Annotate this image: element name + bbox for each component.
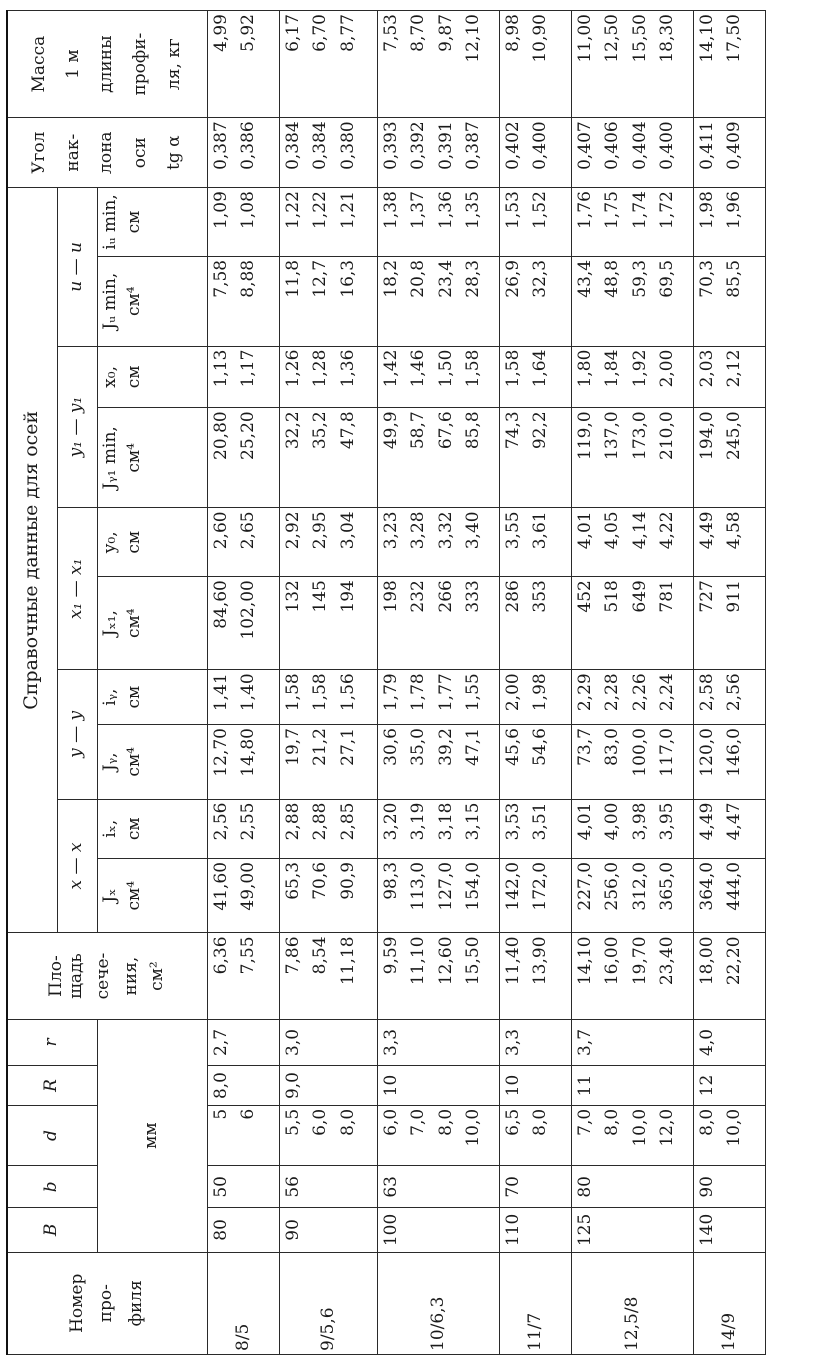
cell-R: 10 [499, 1066, 571, 1106]
cell-tg: 0,384 0,384 0,380 [279, 118, 377, 188]
cell-d: 5 6 [207, 1105, 279, 1166]
profile-number: 11/7 [499, 1252, 571, 1354]
header-b: b [7, 1166, 97, 1208]
cell-Jx: 41,60 49,00 [207, 858, 279, 933]
cell-tg: 0,387 0,386 [207, 118, 279, 188]
cell-iu: 1,98 1,96 [693, 188, 765, 257]
cell-Jy: 45,6 54,6 [499, 725, 571, 800]
cell-r: 3,7 [571, 1019, 693, 1066]
cell-b: 56 [279, 1166, 377, 1208]
cell-B: 110 [499, 1208, 571, 1252]
cell-Jx: 364,0 444,0 [693, 858, 765, 933]
cell-iy: 1,79 1,78 1,77 1,55 [377, 670, 499, 725]
header-Jy: Jᵧ, см⁴ [97, 725, 207, 800]
cell-d: 8,0 10,0 [693, 1105, 765, 1166]
cell-iy: 1,58 1,58 1,56 [279, 670, 377, 725]
cell-Jx: 65,3 70,6 90,9 [279, 858, 377, 933]
cell-ix: 2,88 2,88 2,85 [279, 799, 377, 858]
angle-profile-table [6, 10, 766, 1355]
header-area: Пло- щадь сече- ния, см² [7, 933, 207, 1019]
cell-area: 9,59 11,10 12,60 15,50 [377, 933, 499, 1019]
cell-r: 3,3 [377, 1019, 499, 1066]
cell-area: 11,40 13,90 [499, 933, 571, 1019]
cell-iy: 2,00 1,98 [499, 670, 571, 725]
cell-Jx1: 727 911 [693, 577, 765, 670]
profile-number: 12,5/8 [571, 1252, 693, 1354]
cell-iu: 1,76 1,75 1,74 1,72 [571, 188, 693, 257]
table-body [207, 11, 765, 1355]
cell-d: 7,0 8,0 10,0 12,0 [571, 1105, 693, 1166]
cell-tg: 0,411 0,409 [693, 118, 765, 188]
cell-iu: 1,53 1,52 [499, 188, 571, 257]
header-mm: мм [97, 1019, 207, 1252]
cell-iy: 2,29 2,28 2,26 2,24 [571, 670, 693, 725]
cell-Jx1: 132 145 194 [279, 577, 377, 670]
cell-B: 100 [377, 1208, 499, 1252]
header-Ju: Jᵤ min, см⁴ [97, 256, 207, 346]
cell-x0: 1,42 1,46 1,50 1,58 [377, 346, 499, 408]
cell-mass: 6,17 6,70 8,77 [279, 11, 377, 118]
header-angle: Угол нак- лона оси tg α [7, 118, 207, 188]
cell-Jx1: 84,60 102,00 [207, 577, 279, 670]
cell-area: 6,36 7,55 [207, 933, 279, 1019]
cell-Jx: 227,0 256,0 312,0 365,0 [571, 858, 693, 933]
cell-R: 10 [377, 1066, 499, 1106]
header-iu: iᵤ min, см [97, 188, 207, 257]
cell-ix: 4,49 4,47 [693, 799, 765, 858]
cell-b: 90 [693, 1166, 765, 1208]
cell-y0: 2,92 2,95 3,04 [279, 508, 377, 577]
cell-area: 18,00 22,20 [693, 933, 765, 1019]
cell-b: 80 [571, 1166, 693, 1208]
cell-iu: 1,22 1,22 1,21 [279, 188, 377, 257]
cell-Ju: 18,2 20,8 23,4 28,3 [377, 256, 499, 346]
cell-r: 3,3 [499, 1019, 571, 1066]
cell-ix: 2,56 2,55 [207, 799, 279, 858]
cell-x0: 1,80 1,84 1,92 2,00 [571, 346, 693, 408]
header-r: r [7, 1019, 97, 1066]
cell-Ju: 26,9 32,3 [499, 256, 571, 346]
header-ix: iₓ, см [97, 799, 207, 858]
cell-Jy: 12,70 14,80 [207, 725, 279, 800]
cell-d: 6,0 7,0 8,0 10,0 [377, 1105, 499, 1166]
cell-r: 3,0 [279, 1019, 377, 1066]
cell-Ju: 7,58 8,88 [207, 256, 279, 346]
cell-ix: 3,53 3,51 [499, 799, 571, 858]
cell-mass: 8,98 10,90 [499, 11, 571, 118]
cell-y0: 2,60 2,65 [207, 508, 279, 577]
table-row [693, 11, 765, 1355]
cell-x0: 1,58 1,64 [499, 346, 571, 408]
header-iy: iᵧ, см [97, 670, 207, 725]
header-profile: Номер про- филя [7, 1252, 207, 1354]
cell-mass: 11,00 12,50 15,50 18,30 [571, 11, 693, 118]
cell-ix: 4,01 4,00 3,98 3,95 [571, 799, 693, 858]
cell-Ju: 70,3 85,5 [693, 256, 765, 346]
cell-Jy: 120,0 146,0 [693, 725, 765, 800]
cell-Ju: 43,4 48,8 59,3 69,5 [571, 256, 693, 346]
profile-number: 14/9 [693, 1252, 765, 1354]
cell-Jx1: 198 232 266 333 [377, 577, 499, 670]
cell-Jy1: 49,9 58,7 67,6 85,8 [377, 408, 499, 508]
table-row [571, 11, 693, 1355]
cell-Jx1: 286 353 [499, 577, 571, 670]
table-row [279, 11, 377, 1355]
header-axis-xx: x — x [57, 799, 97, 933]
header-reference: Справочные данные для осей [7, 188, 57, 933]
cell-x0: 1,26 1,28 1,36 [279, 346, 377, 408]
cell-B: 140 [693, 1208, 765, 1252]
cell-mass: 14,10 17,50 [693, 11, 765, 118]
profile-number: 8/5 [207, 1252, 279, 1354]
cell-Ju: 11,8 12,7 16,3 [279, 256, 377, 346]
table-row [499, 11, 571, 1355]
cell-area: 14,10 16,00 19,70 23,40 [571, 933, 693, 1019]
cell-R: 11 [571, 1066, 693, 1106]
cell-Jy1: 74,3 92,2 [499, 408, 571, 508]
cell-Jy1: 20,80 25,20 [207, 408, 279, 508]
cell-tg: 0,393 0,392 0,391 0,387 [377, 118, 499, 188]
cell-area: 7,86 8,54 11,18 [279, 933, 377, 1019]
cell-x0: 2,03 2,12 [693, 346, 765, 408]
cell-mass: 4,99 5,92 [207, 11, 279, 118]
table-row [207, 11, 279, 1355]
profile-number: 9/5,6 [279, 1252, 377, 1354]
cell-x0: 1,13 1,17 [207, 346, 279, 408]
cell-Jx1: 452 518 649 781 [571, 577, 693, 670]
header-axis-y1y1: y₁ — y₁ [57, 346, 97, 508]
cell-mass: 7,53 8,70 9,87 12,10 [377, 11, 499, 118]
header-mass: Масса 1 м длины профи- ля, кг [7, 11, 207, 118]
cell-d: 5,5 6,0 8,0 [279, 1105, 377, 1166]
cell-Jy1: 119,0 137,0 173,0 210,0 [571, 408, 693, 508]
profile-number: 10/6,3 [377, 1252, 499, 1354]
cell-Jy1: 194,0 245,0 [693, 408, 765, 508]
cell-Jy1: 32,2 35,2 47,8 [279, 408, 377, 508]
cell-Jy: 30,6 35,0 39,2 47,1 [377, 725, 499, 800]
cell-r: 4,0 [693, 1019, 765, 1066]
cell-iy: 2,58 2,56 [693, 670, 765, 725]
cell-b: 50 [207, 1166, 279, 1208]
cell-b: 70 [499, 1166, 571, 1208]
header-Jx1: Jₓ₁, см⁴ [97, 577, 207, 670]
cell-B: 125 [571, 1208, 693, 1252]
cell-r: 2,7 [207, 1019, 279, 1066]
cell-B: 80 [207, 1208, 279, 1252]
header-x0: x₀, см [97, 346, 207, 408]
header-y0: y₀, см [97, 508, 207, 577]
cell-R: 9,0 [279, 1066, 377, 1106]
cell-b: 63 [377, 1166, 499, 1208]
cell-ix: 3,20 3,19 3,18 3,15 [377, 799, 499, 858]
cell-y0: 3,55 3,61 [499, 508, 571, 577]
header-axis-uu: u — u [57, 188, 97, 346]
header-axis-yy: y — y [57, 670, 97, 799]
cell-d: 6,5 8,0 [499, 1105, 571, 1166]
cell-y0: 4,49 4,58 [693, 508, 765, 577]
cell-iu: 1,09 1,08 [207, 188, 279, 257]
header-Jy1: Jᵧ₁ min, см⁴ [97, 408, 207, 508]
header-R: R [7, 1066, 97, 1106]
cell-R: 8,0 [207, 1066, 279, 1106]
cell-iu: 1,38 1,37 1,36 1,35 [377, 188, 499, 257]
cell-R: 12 [693, 1066, 765, 1106]
cell-Jx: 142,0 172,0 [499, 858, 571, 933]
header-d: d [7, 1105, 97, 1166]
cell-y0: 3,23 3,28 3,32 3,40 [377, 508, 499, 577]
cell-Jy: 19,7 21,2 27,1 [279, 725, 377, 800]
header-B: B [7, 1208, 97, 1252]
cell-B: 90 [279, 1208, 377, 1252]
cell-Jy: 73,7 83,0 100,0 117,0 [571, 725, 693, 800]
header-axis-x1x1: x₁ — x₁ [57, 508, 97, 670]
table-row [377, 11, 499, 1355]
cell-tg: 0,402 0,400 [499, 118, 571, 188]
cell-tg: 0,407 0,406 0,404 0,400 [571, 118, 693, 188]
cell-y0: 4,01 4,05 4,14 4,22 [571, 508, 693, 577]
cell-iy: 1,41 1,40 [207, 670, 279, 725]
cell-Jx: 98,3 113,0 127,0 154,0 [377, 858, 499, 933]
header-Jx: Jₓ см⁴ [97, 858, 207, 933]
